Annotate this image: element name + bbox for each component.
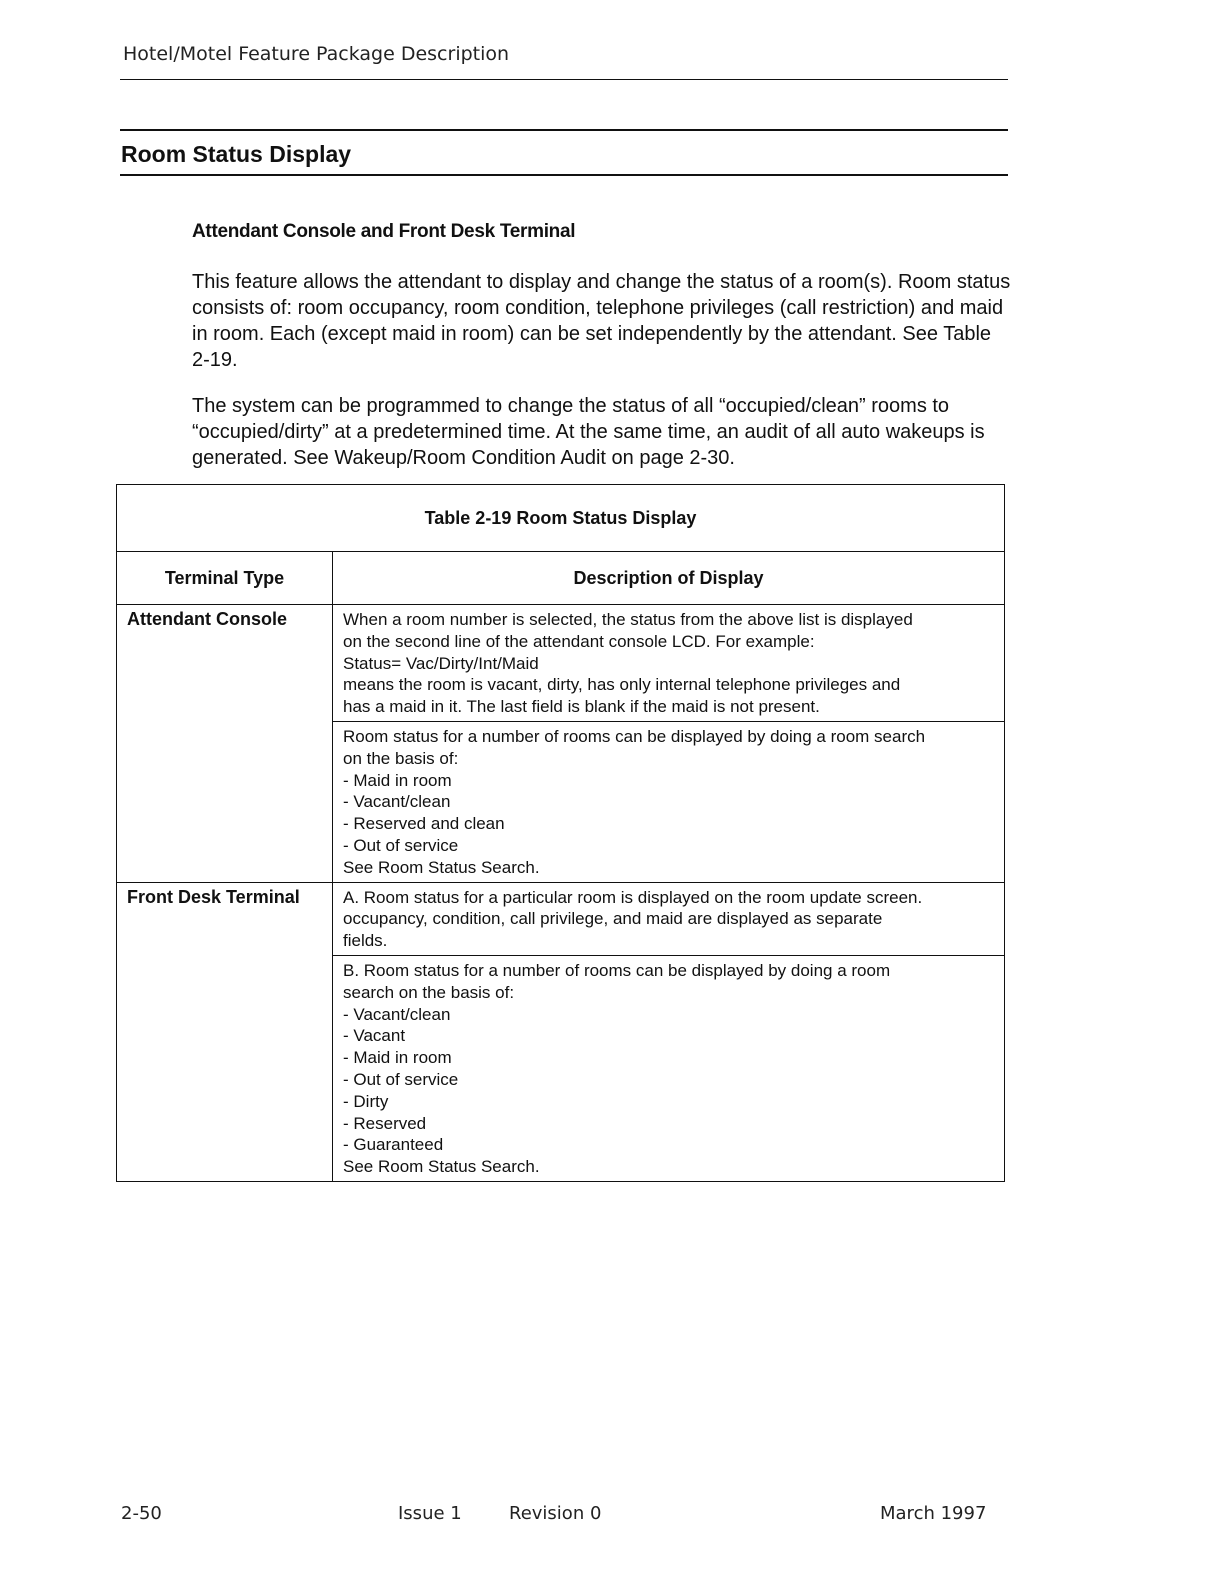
description-cell xyxy=(333,882,1005,955)
description-line: means the room is vacant, dirty, has only internal telephone privileges and xyxy=(343,675,901,695)
column-header-terminal-type: Terminal Type xyxy=(117,552,333,605)
description-line: - Maid in room xyxy=(343,770,452,790)
description-line: - Vacant xyxy=(343,1026,406,1046)
description-line: When a room number is selected, the status from the above list is displayed xyxy=(343,610,913,629)
header-rule xyxy=(120,79,1008,80)
paragraph-audit: The system can be programmed to change the status of all “occupied/clean” rooms to “occupied/dirty” at a predetermined time. At the same time, an audit of all auto wakeups is generated. See Wakeup/Room Condition Audit on page 2-30. xyxy=(192,395,985,469)
description-line: - Reserved xyxy=(343,1113,427,1133)
description-line: See Room Status Search. xyxy=(343,857,540,877)
footer-revision: Revision 0 xyxy=(509,1503,602,1524)
table-row xyxy=(117,955,1005,1181)
section-title: Room Status Display xyxy=(121,141,352,167)
description-line: - Out of service xyxy=(343,1069,459,1089)
table-row xyxy=(117,605,1005,722)
description-line: fields. xyxy=(343,931,388,951)
description-line: on the basis of: xyxy=(343,748,459,768)
table-caption: Table 2-19 Room Status Display xyxy=(117,485,1005,552)
description-line: occupancy, condition, call privilege, and maid are displayed as separate xyxy=(343,909,883,929)
description-line: B. Room status for a number of rooms can be displayed by doing a room xyxy=(343,960,891,980)
terminal-type-cell-continued xyxy=(117,721,333,882)
description-cell xyxy=(333,721,1005,882)
description-line: Status= Vac/Dirty/Int/Maid xyxy=(343,653,539,673)
description-line: on the second line of the attendant console LCD. For example: xyxy=(343,631,815,651)
room-status-table xyxy=(116,484,1005,1182)
title-rule-top xyxy=(120,129,1008,131)
description-line: - Guaranteed xyxy=(343,1135,444,1155)
description-line: - Dirty xyxy=(343,1091,389,1111)
description-line: Room status for a number of rooms can be displayed by doing a room search xyxy=(343,726,926,746)
description-line: - Vacant/clean xyxy=(343,1004,451,1024)
description-line: A. Room status for a particular room is displayed on the room update screen. xyxy=(343,887,923,907)
footer-date: March 1997 xyxy=(880,1503,987,1524)
running-header: Hotel/Motel Feature Package Description xyxy=(123,43,510,65)
description-cell xyxy=(333,955,1005,1181)
footer-issue: Issue 1 xyxy=(398,1503,462,1524)
description-line: search on the basis of: xyxy=(343,982,515,1002)
description-line: See Room Status Search. xyxy=(343,1157,540,1177)
description-line: - Out of service xyxy=(343,835,459,855)
table-row xyxy=(117,882,1005,955)
description-cell xyxy=(333,605,1005,722)
title-rule-bottom xyxy=(120,174,1008,176)
subsection-title: Attendant Console and Front Desk Terminal xyxy=(192,221,576,242)
description-line: - Vacant/clean xyxy=(343,792,451,812)
terminal-type-cell-continued xyxy=(117,955,333,1181)
terminal-type-cell: Attendant Console xyxy=(117,605,333,722)
footer-page-number: 2-50 xyxy=(121,1503,162,1524)
paragraph-intro: This feature allows the attendant to display and change the status of a room(s). Room status consists of: room occupancy, room condition, telephone privileges (call restriction) and maid in room. Each (except maid in room) can be set independently by the attendant. See Table 2-19. xyxy=(192,271,1011,371)
description-line: - Reserved and clean xyxy=(343,814,505,834)
column-header-description: Description of Display xyxy=(333,552,1005,605)
table-row xyxy=(117,721,1005,882)
description-line: - Maid in room xyxy=(343,1048,452,1068)
terminal-type-cell: Front Desk Terminal xyxy=(117,882,333,955)
description-line: has a maid in it. The last field is blank if the maid is not present. xyxy=(343,697,820,717)
